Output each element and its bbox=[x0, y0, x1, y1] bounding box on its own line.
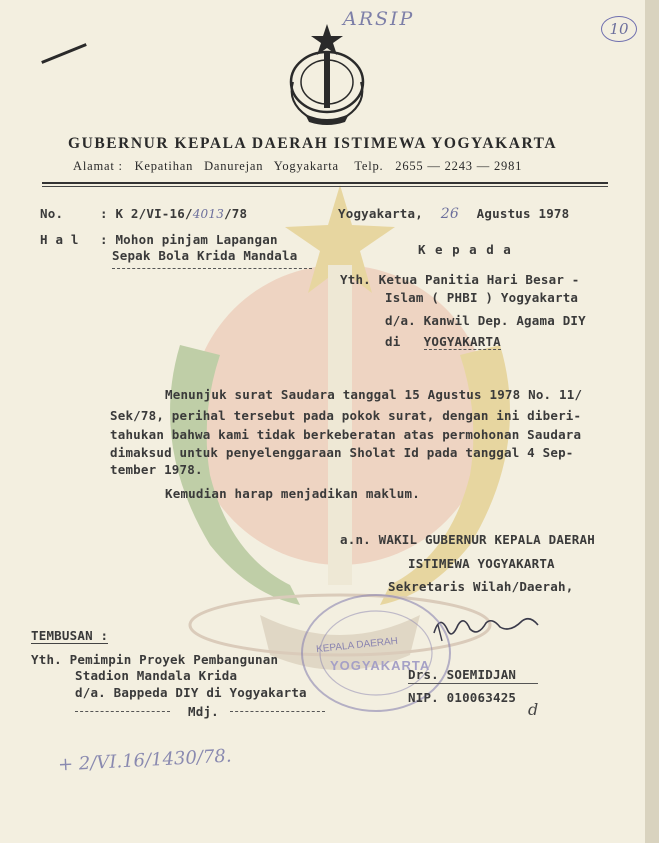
date-place: Yogyakarta, bbox=[338, 206, 423, 221]
tembusan-line-3: d/a. Bappeda DIY di Yogyakarta bbox=[75, 685, 307, 700]
phone-label: Telp. bbox=[354, 159, 384, 173]
letterhead-rule-thick bbox=[42, 182, 608, 184]
tembusan-line-1: Yth. Pemimpin Proyek Pembangunan bbox=[31, 652, 279, 667]
stamp-text-lower: YOGYAKARTA bbox=[330, 658, 431, 673]
signature-line-3: Sekretaris Wilah/Daerah, bbox=[388, 579, 574, 594]
coat-of-arms-emblem bbox=[283, 22, 371, 126]
kepada-label: K e p a d a bbox=[418, 242, 512, 257]
letter-date bbox=[338, 206, 569, 222]
body-line-4: dimaksud untuk penyelenggaraan Sholat Id pada tanggal 4 Sep- bbox=[110, 445, 574, 460]
recipient-city: YOGYAKARTA bbox=[423, 334, 501, 349]
address-label: Alamat : bbox=[73, 159, 123, 173]
body-line-1: Menunjuk surat Saudara tanggal 15 Agustus 1978 No. 11/ bbox=[165, 387, 583, 402]
page-number: 10 bbox=[601, 16, 637, 42]
archive-mark: ARSIP bbox=[343, 8, 415, 30]
hal-label: H a l bbox=[40, 232, 79, 247]
letterhead-rule-thin bbox=[42, 186, 608, 187]
recipient-line-3: d/a. Kanwil Dep. Agama DIY bbox=[385, 313, 586, 328]
mdj-dash-left bbox=[75, 711, 170, 712]
recipient-di: di bbox=[385, 334, 401, 349]
signatory-name: Drs. SOEMIDJAN bbox=[408, 667, 517, 682]
nip-hand-mark: d bbox=[528, 700, 539, 719]
mdj-dash-right bbox=[230, 711, 325, 712]
signature-line-2: ISTIMEWA YOGYAKARTA bbox=[408, 556, 555, 571]
recipient-line-4 bbox=[385, 334, 501, 349]
phone-text: 2655 — 2243 — 2981 bbox=[395, 159, 523, 173]
address-text: Kepatihan Danurejan Yogyakarta bbox=[134, 159, 339, 173]
letter-number-suffix: /78 bbox=[224, 206, 248, 221]
date-month-year: Agustus 1978 bbox=[476, 206, 570, 221]
subject-line-1: : Mohon pinjam Lapangan bbox=[100, 232, 278, 247]
letter-number-hand: 4013 bbox=[192, 207, 225, 221]
tembusan-line-2: Stadion Mandala Krida bbox=[75, 668, 238, 683]
signatory-underline bbox=[408, 683, 538, 684]
body-line-5: tember 1978. bbox=[110, 462, 203, 477]
date-day-hand: 26 bbox=[440, 206, 459, 222]
subject-underline bbox=[112, 268, 312, 269]
letter-number bbox=[100, 206, 247, 221]
recipient-line-2: Islam ( PHBI ) Yogyakarta bbox=[385, 290, 579, 305]
no-label: No. bbox=[40, 206, 64, 221]
page-edge bbox=[645, 0, 659, 843]
subject-line-2: Sepak Bola Krida Mandala bbox=[112, 248, 298, 263]
body-line-2: Sek/78, perihal tersebut pada pokok surat, dengan ini diberi- bbox=[110, 408, 582, 423]
mdj-initials: Mdj. bbox=[188, 704, 219, 719]
tembusan-label: TEMBUSAN : bbox=[31, 628, 109, 643]
recipient-line-1: Yth. Ketua Panitia Hari Besar - bbox=[340, 272, 580, 287]
body-line-3: tahukan bahwa kami tidak berkeberatan atas permohonan Saudara bbox=[110, 427, 582, 442]
footer-handwritten-ref: + 2/VI.16/1430/78. bbox=[57, 745, 233, 776]
letterhead-address-row bbox=[73, 159, 522, 174]
signatory-nip: NIP. 010063425 bbox=[408, 690, 517, 705]
body-closing: Kemudian harap menjadikan maklum. bbox=[165, 486, 420, 501]
letter-number-prefix: : K 2/VI-16/ bbox=[100, 206, 193, 221]
letterhead-title: GUBERNUR KEPALA DAERAH ISTIMEWA YOGYAKARTA bbox=[68, 135, 558, 152]
signature-line-1: a.n. WAKIL GUBERNUR KEPALA DAERAH bbox=[340, 532, 595, 547]
stamp-text: KEPALA DAERAH bbox=[315, 635, 399, 656]
